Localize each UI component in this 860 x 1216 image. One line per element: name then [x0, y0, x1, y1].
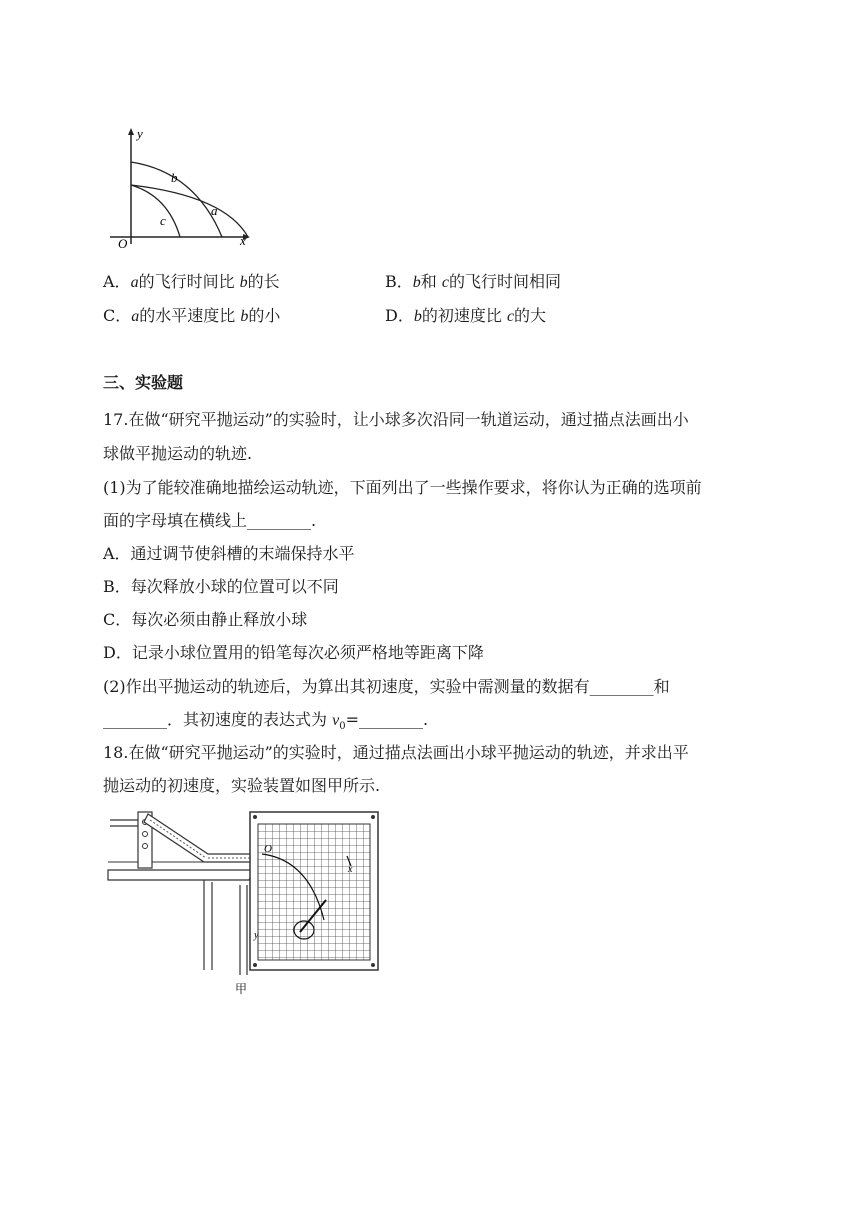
- expression-prefix: ________．其初速度的表达式为: [103, 710, 333, 729]
- q17-part2-line2: [103, 707, 428, 732]
- curve-c-label: c: [160, 213, 166, 228]
- apparatus-figure: [104, 810, 386, 1000]
- origin-label: O: [118, 236, 128, 251]
- curve-a-label: a: [211, 203, 218, 218]
- q17-option-d: D．记录小球位置用的铅笔每次必须严格地等距离下降: [103, 643, 484, 662]
- table-top: [108, 870, 254, 880]
- option-var: c: [441, 274, 449, 291]
- option-letter: D．: [385, 306, 414, 325]
- option-var: b: [413, 308, 422, 325]
- option-text: 的小: [248, 306, 281, 325]
- y-axis-arrow: [128, 128, 134, 135]
- q16-option-c: [103, 303, 280, 326]
- q17-part1-line1: (1)为了能较准确地描绘运动轨迹，下面列出了一些操作要求，将你认为正确的选项前: [103, 478, 702, 497]
- q17-part1-line2: 面的字母填在横线上________.: [103, 511, 317, 530]
- velocity-subscript: 0: [339, 721, 346, 733]
- q16-option-d: [385, 303, 546, 326]
- option-text: 的水平速度比: [139, 306, 241, 325]
- figure-caption: 甲: [235, 982, 248, 996]
- option-var: a: [130, 274, 139, 291]
- option-text: 和: [420, 272, 442, 291]
- q17-stem-line1: 17.在做“研究平抛运动”的实验时，让小球多次沿同一轨道运动，通过描点法画出小: [103, 410, 689, 429]
- board-screw: [253, 963, 257, 967]
- option-var: a: [131, 308, 140, 325]
- x-axis-label: x: [240, 233, 246, 248]
- curve-b-label: b: [171, 170, 178, 185]
- trajectory-graph: [100, 124, 260, 252]
- section-title: 三、实验题: [103, 373, 184, 392]
- board-screw: [371, 815, 375, 819]
- y-axis-label: y: [137, 126, 143, 141]
- option-text: 的长: [247, 272, 280, 291]
- q16-option-b: [385, 269, 561, 292]
- option-var: c: [506, 308, 515, 325]
- option-var: b: [412, 274, 421, 291]
- board-screw: [371, 963, 375, 967]
- option-var: b: [239, 274, 248, 291]
- expression-suffix: =________.: [345, 710, 429, 729]
- option-text: 的大: [514, 306, 547, 325]
- origin-label: O: [264, 843, 272, 855]
- option-letter: A．: [103, 272, 131, 291]
- q16-option-a: [103, 269, 280, 292]
- q17-option-c: C．每次必须由静止释放小球: [103, 610, 308, 629]
- q17-option-a: A．通过调节使斜槽的末端保持水平: [103, 544, 355, 563]
- q18-stem-line2: 抛运动的初速度，实验装置如图甲所示.: [103, 776, 381, 795]
- y-axis-label: y: [254, 930, 259, 941]
- option-letter: C．: [103, 306, 132, 325]
- q17-part2-line1: (2)作出平抛运动的轨迹后，为算出其初速度，实验中需测量的数据有________和: [103, 677, 670, 696]
- x-axis-label: x: [348, 864, 353, 875]
- inclined-chute: [144, 814, 254, 862]
- q17-stem-line2: 球做平抛运动的轨迹.: [103, 444, 253, 463]
- option-text: 的飞行时间相同: [448, 272, 561, 291]
- option-text: 的初速度比: [421, 306, 507, 325]
- option-letter: B．: [385, 272, 413, 291]
- board-screw: [253, 815, 257, 819]
- q17-option-b: B．每次释放小球的位置可以不同: [103, 577, 339, 596]
- q18-stem-line1: 18.在做“研究平抛运动”的实验时，通过描点法画出小球平抛运动的轨迹，并求出平: [103, 743, 689, 762]
- option-text: 的飞行时间比: [138, 272, 240, 291]
- velocity-symbol: v: [332, 712, 340, 729]
- option-var: b: [240, 308, 249, 325]
